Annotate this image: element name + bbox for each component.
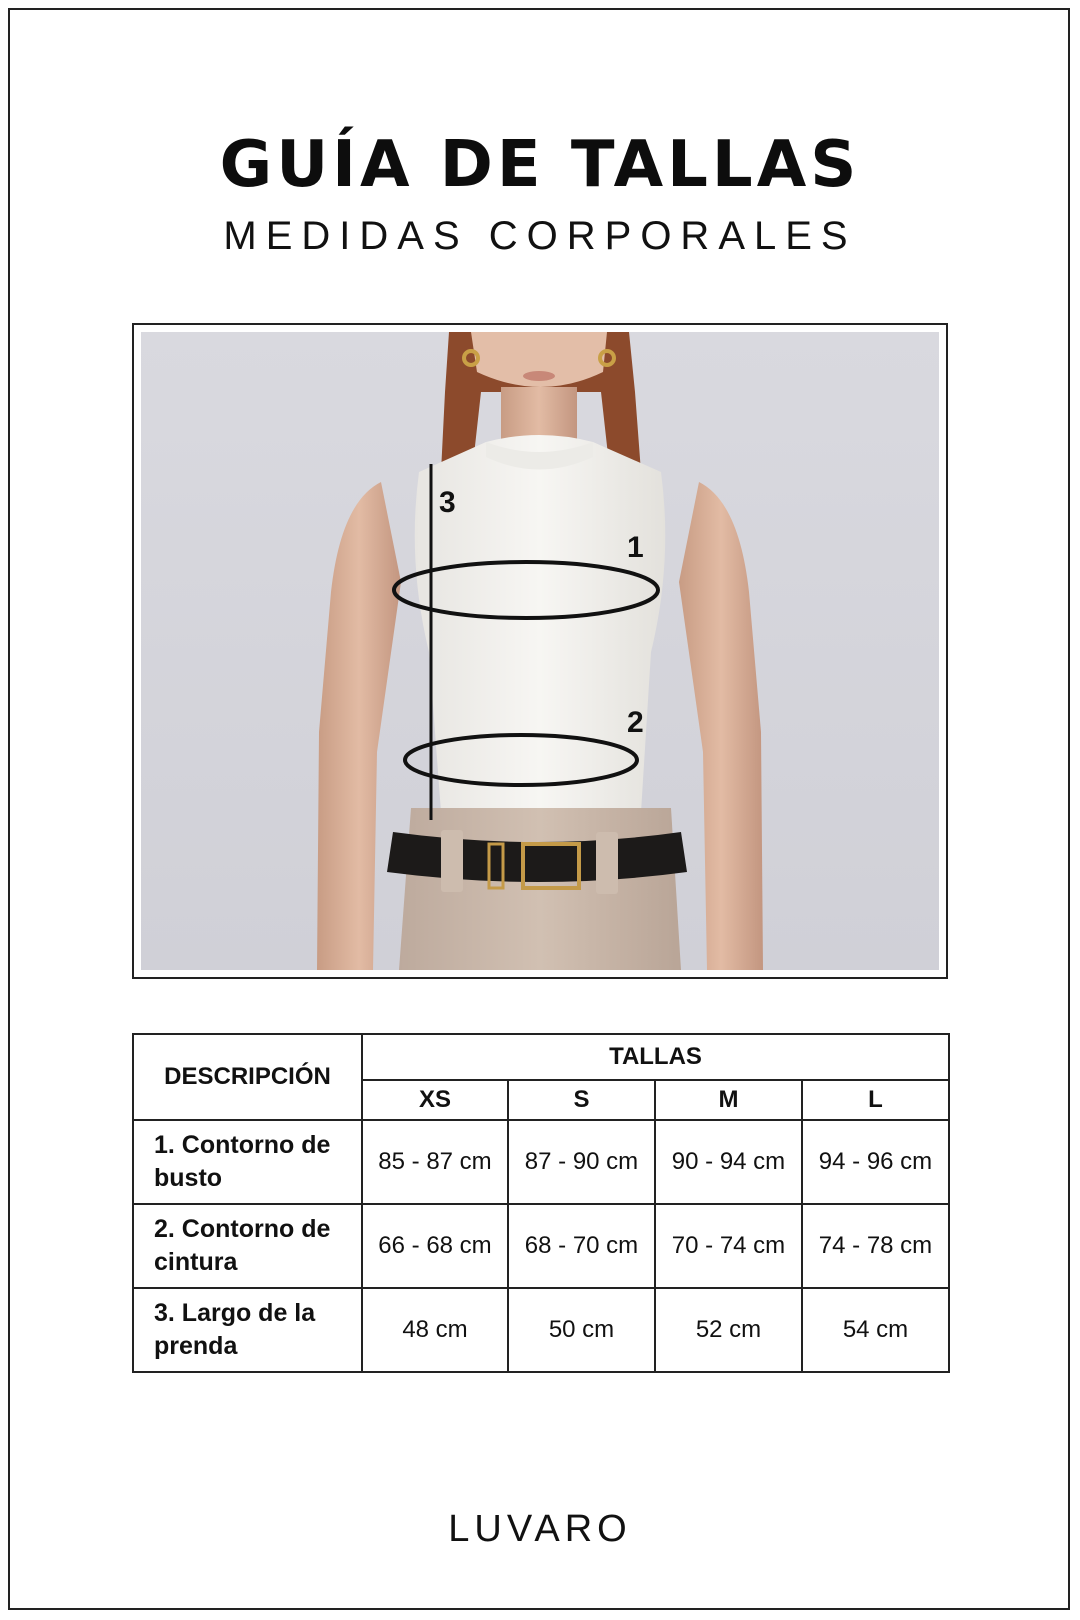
size-xs: XS (362, 1080, 508, 1120)
marker-2: 2 (627, 706, 644, 739)
size-chart-table (132, 1033, 950, 1373)
cell-bust-l: 94 - 96 cm (802, 1120, 949, 1204)
table-row-bust (133, 1120, 949, 1204)
cell-waist-s: 68 - 70 cm (508, 1204, 655, 1288)
cell-waist-xs: 66 - 68 cm (362, 1204, 508, 1288)
brand-logo: LUVARO (448, 1508, 632, 1550)
table-row-length (133, 1288, 949, 1372)
cell-waist-m: 70 - 74 cm (655, 1204, 802, 1288)
model-photo-frame (132, 323, 948, 979)
model-illustration (141, 332, 939, 970)
page-subtitle: MEDIDAS CORPORALES (223, 214, 857, 258)
row-label-waist: 2. Contorno de cintura (133, 1204, 362, 1288)
cell-length-s: 50 cm (508, 1288, 655, 1372)
marker-1: 1 (627, 531, 644, 564)
table-header-row (133, 1034, 949, 1080)
marker-3: 3 (439, 486, 456, 519)
cell-waist-l: 74 - 78 cm (802, 1204, 949, 1288)
cell-length-m: 52 cm (655, 1288, 802, 1372)
cell-length-l: 54 cm (802, 1288, 949, 1372)
sizes-header: TALLAS (362, 1034, 949, 1080)
cell-length-xs: 48 cm (362, 1288, 508, 1372)
page-title: GUÍA DE TALLAS (219, 128, 861, 202)
description-header: DESCRIPCIÓN (133, 1034, 362, 1120)
size-l: L (802, 1080, 949, 1120)
row-label-bust: 1. Contorno de busto (133, 1120, 362, 1204)
cell-bust-xs: 85 - 87 cm (362, 1120, 508, 1204)
size-m: M (655, 1080, 802, 1120)
cell-bust-s: 87 - 90 cm (508, 1120, 655, 1204)
size-s: S (508, 1080, 655, 1120)
model-photo (141, 332, 939, 970)
row-label-length: 3. Largo de la prenda (133, 1288, 362, 1372)
table-row-waist (133, 1204, 949, 1288)
cell-bust-m: 90 - 94 cm (655, 1120, 802, 1204)
